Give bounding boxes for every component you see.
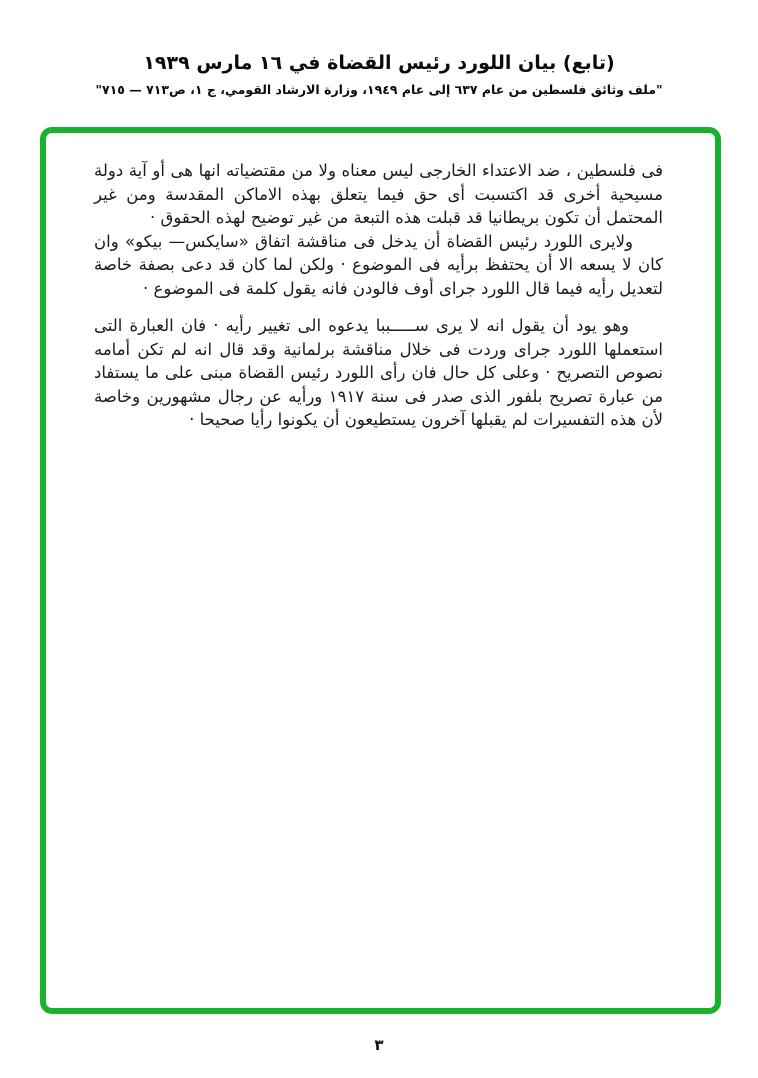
source-citation: "ملف وثائق فلسطين من عام ٦٣٧ إلى عام ١٩٤٩، وزارة الارشاد القومي، ج ١، ص٧١٣ — ٧١٥": [95, 82, 663, 97]
page-number: ٣: [374, 1036, 384, 1054]
body-paragraph: وهو يود أن يقول انه لا يرى ســـــببا يدعوه الى تغيير رأيه · فان العبارة التى استعملها اللورد جراى وردت فى خلال مناقشة برلمانية وقد قال انه لم تكن أمامه نصوص التصريح · وعلى كل حال فان رأى اللورد رئيس القضاة مبنى على ما يستفاد من عبارة تصريح بلفور الذى صدر فى سنة ١٩١٧ ورأيه عن رجال مشهورين وخاصة لأن هذه التفسيرات لم يقبلها آخرون يستطيعون أن يكونوا رأيا صحيحا ·: [94, 316, 663, 429]
body-paragraph: ولايرى اللورد رئيس القضاة أن يدخل فى مناقشة اتفاق «سايكس— بيكو» وان كان لا يسعه الا أن يحتفظ برأيه فى الموضوع · ولكن لما كان قد دعى بصفة خاصة لتعديل رأيه فيما قال اللورد جراى أوف فالودن فانه يقول كلمة فى الموضوع ·: [94, 231, 663, 298]
document-header: [0, 52, 758, 97]
green-border-frame: [40, 127, 721, 1014]
body-paragraph: فى فلسطين ، ضد الاعتداء الخارجى ليس معناه ولا من مقتضياته انها هى أو آية دولة مسيحية أخرى قد اكتسبت أى حق فيما يتعلق بهذه الاماكن المقدسة ومن غير المحتمل أن تكون بريطانيا قد قبلت هذه التبعة من غير توضيح لهذه الحقوق ·: [94, 161, 663, 227]
document-body-text: [94, 159, 663, 432]
page-title: (تابع) بيان اللورد رئيس القضاة في ١٦ مارس ١٩٣٩: [143, 52, 615, 74]
